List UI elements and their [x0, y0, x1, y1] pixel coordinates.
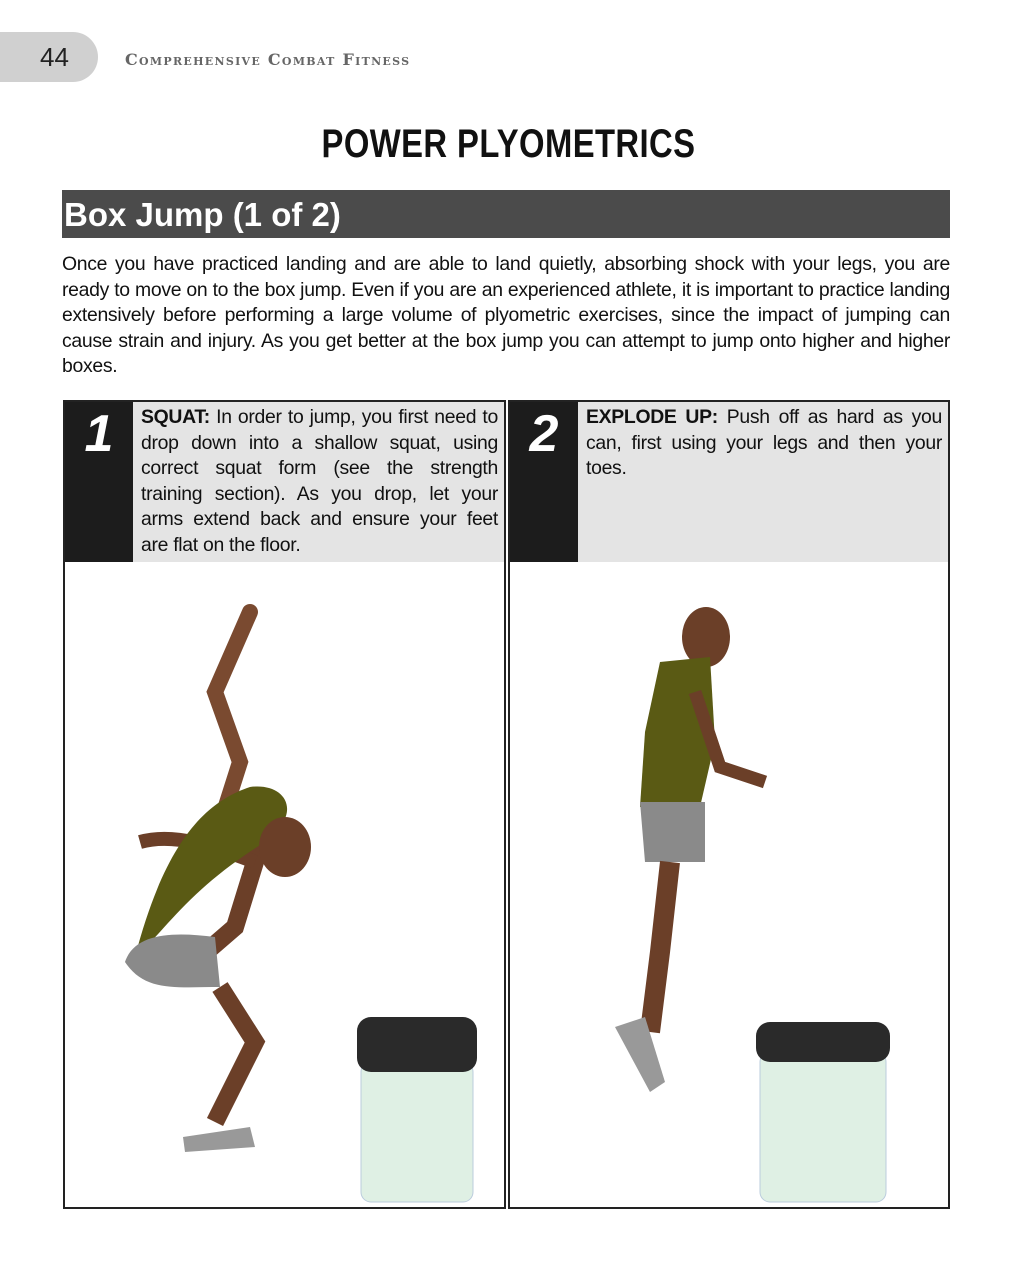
squat-illustration [65, 562, 504, 1207]
step-label: EXPLODE UP: [586, 406, 718, 428]
plyo-box [756, 1022, 890, 1202]
step-number: 1 [65, 402, 133, 562]
running-head: Comprehensive Combat Fitness [125, 50, 411, 69]
page-number-tab [0, 32, 98, 82]
intro-paragraph: Once you have practiced landing and are able to land quietly, absorbing shock with your legs, you are ready to move on to the box jump. Even if you are an experienced athlete, it is important to practice landing extensively before performing a large volume of plyometric exercises, since the impact of jumping can cause strain and injury. As you get better at the box jump you can attempt to jump onto higher and higher boxes. [62, 253, 950, 378]
step-number: 2 [510, 402, 578, 562]
jump-illustration [510, 562, 948, 1207]
step-description [141, 405, 498, 559]
step-header [65, 402, 504, 562]
athlete-figure-squat [125, 612, 311, 1152]
section-title: Box Jump (1 of 2) [62, 190, 950, 238]
step-label: SQUAT: [141, 406, 210, 428]
step-panel-1 [63, 400, 506, 1209]
step-description [586, 405, 942, 482]
step-panel-2 [508, 400, 950, 1209]
step-header [510, 402, 948, 562]
plyo-box [357, 1017, 477, 1202]
page-number: 44 [40, 42, 69, 72]
step-text: In order to jump, you first need to drop down into a shallow squat, using correct squat form (see the strength training section). As you drop, let your arms extend back and ensure your feet are flat on the floor. [141, 406, 498, 556]
step-text: Push off as hard as you can, first using your legs and then your toes. [586, 406, 942, 480]
athlete-figure-jump [615, 607, 765, 1092]
page-title: POWER PLYOMETRICS [321, 122, 696, 166]
